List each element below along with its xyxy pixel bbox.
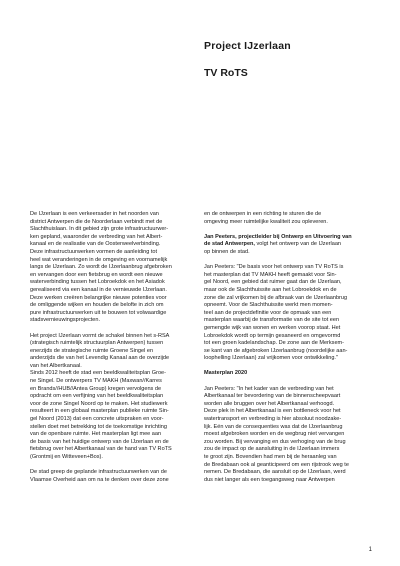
right-paragraph-quote-basis: Jan Peeters: "De basis voor het ontwerp van TV RoTS is het masterplan dat TV MAKH heeft gemaakt voor Sin- gel Noord, een gebied dat ruimer gaat dan de IJzerlaan, maar ook de Slachthuissite aan het Lobroekdok en de zone die zal vrijkomen bij de afbraak van de IJzerlaanbrug opneemt. Voor de Slachthuissite werkt men momen- teel aan de projectdefinitie voor de opmaak van een masterplan waarbij de transformatie van de site tot een gemengde wijk van wonen en werken voorop staat. Het Lobroekdok wordt op termijn gesaneerd en omgevormd tot een groen kadelandschap. De zone aan de Merksem- se kant van de afgebroken IJzerlaanbrug (noordelijke aan- loophelling IJzerlaan) zal vrijkomen voor ontwikkeling." [204, 264, 348, 362]
page-number: 1 [368, 547, 372, 553]
right-column [204, 211, 376, 484]
left-paragraph-stad: De stad greep de geplande infrastructuurwerken van de Vlaamse Overheid aan om na te denken over deze zone [30, 469, 169, 483]
right-paragraph-rest: volgt het ontwerp van de IJzerlaan op binnen de stad. [204, 241, 341, 255]
left-column [30, 211, 198, 484]
right-paragraph-continuation: en de ontwerpen in een richting te sturen die de omgeving meer ruimtelijke kwaliteit zou opleveren. [204, 211, 328, 225]
left-paragraph-intro: De IJzerlaan is een verkeersader in het noorden van district Antwerpen die de Noorderlaan verbindt met de Slachthuislaan. In dit gebied zijn grote infrastructuurwer- ken gepland, waaronder de verbreding van het Albert- kanaal en de realisatie van de Oosterweelverbinding. Deze infrastructuurwerken vormen de aanleiding tot heel wat veranderingen in de omgeving en voornamelijk langs de IJzerlaan. Zo wordt de IJzerlaanbrug afgebroken en vervangen door een fietsbrug en wordt een nieuwe waterverbinding tussen het Lobroekdok en het Asiadok gerealiseerd via een kanaal in de vernieuwde IJzerlaan. Deze werken creëren belangrijke nieuwe potenties voor de omliggende wijken en houden de belofte in zich om pure infrastructuurwerken uit te bouwen tot volwaardige stadsvernieuwingsprojecten. [30, 211, 172, 324]
right-paragraph-intro-jan-peeters [204, 234, 376, 257]
document-subtitle: TV RoTS [204, 67, 248, 79]
left-paragraph-srsa: Het project IJzerlaan vormt de schakel binnen het s-RSA (strategisch ruimtelijk structuurplan Antwerpen) tussen enerzijds de strategische ruimte Groene Singel en anderzijds die van het Levendig Kanaal aan de overzijde van het Albertkanaal. [30, 332, 170, 369]
section-heading-masterplan: Masterplan 2020 [204, 370, 248, 377]
right-paragraph-quote-verbreding: Jan Peeters: "In het kader van de verbreding van het Albertkanaal ter bevordering van de binnenscheepvaart worden alle bruggen over het Albertkanaal verhoogd. Deze plek in het Albertkanaal is een bottleneck voor het watertransport en verbreding is hier absoluut noodzake- lijk. Eén van de consequenties was dat de IJzerlaanbrug moest afgebroken worden en de wegbrug niet vervangen zou worden. Bij vervanging en dus verhoging van de brug zou de impact op de aansluiting in de IJzerlaan immers te groot zijn. Bovendien had men bij de heraanleg van de Bredabaan ook al geanticipeerd om een rijstrook weg te nemen. De Bredabaan, die aansluit op de IJzerlaan, werd dus niet langer als een toegangsweg naar Antwerpen [204, 385, 349, 483]
right-paragraph-bold-lead: Jan Peeters, projectleider bij Ontwerp en Uitvoering van de stad Antwerpen, [204, 233, 352, 248]
document-title: Project IJzerlaan [204, 40, 291, 52]
left-paragraph-beeldkwaliteitsplan: Sinds 2012 heeft de stad een beeldkwaliteitsplan Groe- ne Singel. De ontwerpers TV MAKH (Maxwan//Karres en Brands//HUB//Antea Group) kregen vervolgens de opdracht om een verfijning van het beeldkwaliteitsplan voor de zone Singel Noord op te maken. Het studiewerk resulteert in een globaal masterplan publieke ruimte Sin- gel Noord (2013) dat een concrete uitspraken en voor- stellen doet met betrekking tot de toekomstige inrichting van de openbare ruimte. Het masterplan ligt mee aan de basis van het huidige ontwerp van de IJzerlaan en de fietsbrug over het Albertkanaal van de hand van TV RoTS (Grontmij en Witteveen+Bos). [30, 370, 172, 460]
document-header [204, 40, 374, 80]
